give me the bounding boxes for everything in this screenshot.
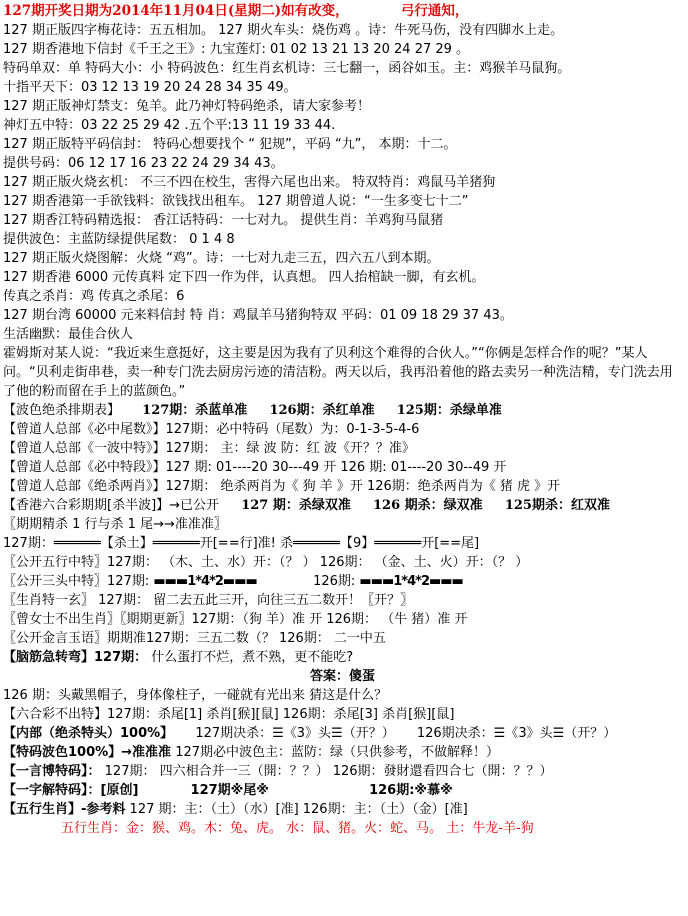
inside-kill-127: 127期决杀：☰《3》头☰（开？） <box>195 726 395 741</box>
brain-teaser-question: 什么蛋打不烂，煮不熟，更不能吃? <box>151 650 354 665</box>
five-zodiac-label: 【五行生肖】-参考料 <box>3 802 126 817</box>
wave-kill-126: 126期：杀红单准 <box>269 403 375 418</box>
one-char-127: 127期※尾※ <box>190 783 269 798</box>
three-heads-126: ▬▬▬1*4*2▬▬▬ <box>359 574 463 589</box>
inside-kill-126: 126期决杀：☰《3》头☰（开？） <box>416 726 617 741</box>
taiwan-60000-line: 127 期台湾 60000 元来料信封 特 肖：鸡鼠羊马猪狗特双 平码：01 09 18 29 37 43。 <box>3 308 513 323</box>
underground-envelope-line: 127 期香港地下信封《千王之王》: 九宝莲灯: 01 02 13 21 13 20 24 27 29 。 <box>3 42 470 57</box>
issue-date: 127期开奖日期为2014年11月04日(星期二)如有改变， <box>3 3 349 19</box>
five-elements-row: 〖公开五行中特〗127期： （木、土、水）开：（？ ） 126期： （金、土、火）开：（？ ） <box>3 555 529 570</box>
humor-title: 生活幽默：最佳合伙人 <box>3 327 134 342</box>
brain-teaser-row <box>3 648 682 667</box>
riddle-row: 126 期：头戴黑帽子，身体像柱子，一碰就有光出来 猜这是什么？ <box>3 688 388 703</box>
provided-numbers-line: 提供号码：06 12 17 16 23 22 24 29 34 43。 <box>3 156 284 171</box>
three-heads-label: 〖公开三头中特〗127期: <box>3 574 150 589</box>
fax-kill-line: 传真之杀肖：鸡 传真之杀尾：6 <box>3 289 185 304</box>
one-char-row <box>3 781 682 800</box>
wave-tail-line: 提供波色：主蓝防绿提供尾数： 0 1 4 8 <box>3 232 235 247</box>
flat-code-envelope-line: 127 期正版特平码信封： 特码心想要找个 “ 犯规”，平码 “九”， 本期：十二。 <box>3 137 457 152</box>
wave-kill-label: 【波色绝杀排期表】 <box>3 403 121 418</box>
hk-126: 126 期杀：绿双准 <box>373 498 483 513</box>
one-wave-row: 【曾道人总部《一波中特》】127期： 主：绿 波 防：红 波《开？？准》 <box>3 441 415 456</box>
hk-half-wave-label: 【香港六合彩期期[杀半波]】→已公开 <box>3 498 220 513</box>
brain-teaser-answer: 答案：傻蛋 <box>309 669 375 684</box>
one-word-row <box>3 762 682 781</box>
special-wave-row <box>3 743 682 762</box>
kill-one-row-label: 〖期期精杀 1 行与杀 1 尾→→准准准〗 <box>3 517 227 532</box>
special-wave-text: 127期必中波色主：蓝防：绿（只供参考，不做解释！） <box>175 745 500 760</box>
five-zodiac-row <box>3 800 682 819</box>
plum-poem-line: 127 期正版四字梅花诗：五五相加。 127 期火车头：烧伤鸡 。诗：牛死马伤，没有四脚水上走。 <box>3 23 564 38</box>
fax-6000-line: 127 期香港 6000 元传真料 定下四一作为伴，认真想。 四人抬棺缺一脚，有玄机。 <box>3 270 485 285</box>
special-wave-label: 【特码波色100%】→准准准 <box>3 745 172 760</box>
must-tail-row: 【曾道人总部《必中尾数》】127期：必中特码（尾数）为：0-1-3-5-4-6 <box>3 422 420 437</box>
gold-words-row: 〖公开金言玉语〗期期准127期：三五二数（？ 126期： 二一中五 <box>3 631 386 646</box>
first-hand-line: 127 期香港第一手欲钱料：欲钱找出租车。 127 期曾道人说：“一生多变七十二” <box>3 194 469 209</box>
wave-kill-127: 127期：杀蓝单准 <box>142 403 248 418</box>
one-char-126: 126期:※慕※ <box>369 783 453 798</box>
special-code-line: 特码单双：单 特码大小：小 特码波色：红生肖玄机诗：三七翻一，函谷如玉。主：鸡猴羊马鼠狗。 <box>3 61 571 76</box>
lotto-no-special-row: 【六合彩不出特】127期：杀尾[1] 杀肖[猴][鼠] 126期：杀尾[3] 杀肖[猴][鼠] <box>3 707 455 722</box>
hk-half-wave-row <box>3 496 682 515</box>
wave-kill-row <box>3 401 682 420</box>
three-heads-127: ▬▬▬1*4*2▬▬▬ <box>153 574 257 589</box>
kill-earth-row: 127期：══════【杀土】══════开[==行]准! 杀══════【9】══════开[==尾] <box>3 536 480 551</box>
issue-header <box>3 2 682 21</box>
one-word-label: 【一言博特码】： <box>3 764 101 779</box>
one-char-label: 【一字解特码】：[原创] <box>3 783 139 798</box>
inside-kill-head-row <box>3 724 682 743</box>
fire-picture-line: 127 期正版火烧图解：火烧 “鸡”。诗：一七对九走三五，四六五八到本期。 <box>3 251 440 266</box>
kill-two-zodiac-row: 【曾道人总部《绝杀两肖》】127期： 绝杀两肖为《 狗 羊 》开 126期：绝杀两肖为《 猪 虎 》开 <box>3 479 561 494</box>
three-heads-126-label: 126期: <box>313 574 356 589</box>
five-elements-table: 五行生肖：金：猴、鸡。木：兔、虎。 水：鼠、猪。火：蛇、马。 土：牛龙-羊-狗 <box>61 821 534 836</box>
inside-kill-label: 【内部（绝杀特头）100%】 <box>3 726 174 741</box>
brain-teaser-label: 【脑筋急转弯】127期： <box>3 650 148 665</box>
wave-kill-125: 125期：杀绿单准 <box>396 403 502 418</box>
lamp-forbidden-line: 127 期正版神灯禁支：兔羊。此乃神灯特码绝杀，请大家参考！ <box>3 99 370 114</box>
ten-fingers-line: 十指平天下：03 12 13 19 20 24 28 34 35 49。 <box>3 80 297 95</box>
must-segment-row: 【曾道人总部《必中特段》】127 期: 01----20 30---49 开 126 期: 01----20 30--49 开 <box>3 460 507 475</box>
hk-127: 127 期：杀绿双准 <box>241 498 351 513</box>
lady-zodiac-row: 〖曾女士不出生肖〗〖期期更新〗127期：（狗 羊）准 开 126期： （牛 猪）准 开 <box>3 612 468 627</box>
humor-story: 霍姆斯对某人说：“我近来生意挺好，这主要是因为我有了贝利这个难得的合伙人。”“你俩是怎样合作的呢？”某人问。“贝利走街串巷，卖一种专门洗去厨房污迹的清洁粉。两天以后，我再沿着他的路去卖另一种洗洁精，专门洗去用了他的粉而留在手上的蓝颜色。” <box>3 346 673 399</box>
lamp-five-line: 神灯五中特：03 22 25 29 42 .五个平:13 11 19 33 44. <box>3 118 336 133</box>
fire-mystery-line: 127 期正版火烧玄机： 不三不四在校生，害得六尾也出来。 特双特肖：鸡鼠马羊猪狗 <box>3 175 496 190</box>
hk-125: 125期杀：红双准 <box>504 498 610 513</box>
three-heads-row <box>3 572 682 591</box>
one-word-text: 127期： 四六相合并一三（開：？？） 126期：發財還看四合七（開：？？） <box>104 764 553 779</box>
xiangjiang-line: 127 期香江特码精选报： 香江话特码：一七对九。 提供生肖：羊鸡狗马鼠猪 <box>3 213 444 228</box>
five-zodiac-text: 127 期：主：（土）（水）[准] 126期：主：（土）（金）[准] <box>129 802 468 817</box>
notice-text: 弓行通知， <box>400 3 469 19</box>
zodiac-mystery-row: 〖生肖特一玄〗 127期： 留二去五此三开，向往三五二数开！〖开？〗 <box>3 593 414 608</box>
